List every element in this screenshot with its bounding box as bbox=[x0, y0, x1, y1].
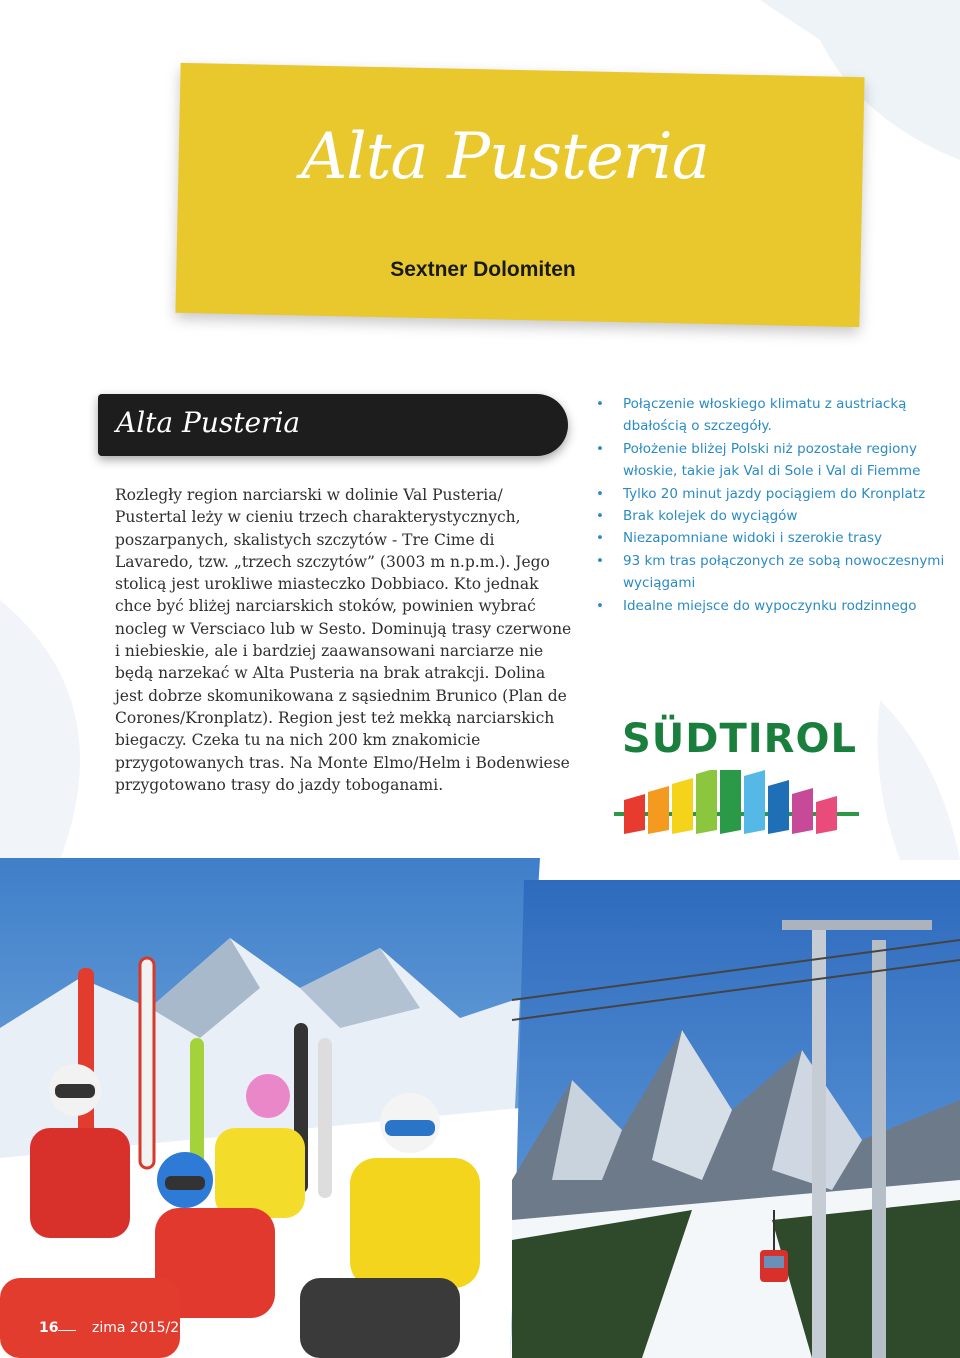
feature-item bbox=[596, 550, 946, 595]
feature-item bbox=[596, 483, 946, 505]
feature-item bbox=[596, 505, 946, 527]
bullet-icon: • bbox=[596, 440, 604, 457]
logo-stripe bbox=[816, 796, 837, 834]
logo-stripe bbox=[792, 788, 813, 834]
sudtirol-logo bbox=[614, 706, 859, 836]
bullet-icon: • bbox=[596, 552, 604, 569]
logo-stripes-icon bbox=[614, 770, 859, 836]
logo-stripe bbox=[744, 770, 765, 834]
feature-text: 93 km tras połączonych ze sobą nowoczesnymi wyciągami bbox=[623, 552, 945, 592]
page-number: 16 bbox=[39, 1320, 59, 1336]
logo-stripe bbox=[768, 780, 789, 834]
bullet-icon: • bbox=[596, 508, 604, 525]
page-title: Alta Pusteria bbox=[301, 120, 709, 194]
page-subtitle: Sextner Dolomiten bbox=[390, 258, 576, 281]
feature-item bbox=[596, 438, 946, 483]
photo-cable-car bbox=[512, 880, 960, 1358]
features-list bbox=[596, 393, 946, 617]
bullet-icon: • bbox=[596, 597, 604, 614]
feature-item bbox=[596, 595, 946, 617]
logo-wordmark: SÜDTIROL bbox=[622, 716, 857, 762]
feature-item bbox=[596, 527, 946, 549]
footer-season: zima 2015/2016 bbox=[92, 1320, 206, 1336]
feature-text: Idealne miejsce do wypoczynku rodzinnego bbox=[623, 597, 917, 614]
logo-stripe bbox=[672, 778, 693, 834]
section-title: Alta Pusteria bbox=[116, 406, 301, 439]
photo-family-skiing bbox=[0, 858, 540, 1358]
header-banner bbox=[175, 63, 864, 327]
feature-text: Niezapomniane widoki i szerokie trasy bbox=[623, 530, 882, 547]
feature-text: Brak kolejek do wyciągów bbox=[623, 508, 798, 525]
logo-stripe bbox=[624, 794, 645, 834]
section-body-text: Rozległy region narciarski w dolinie Val Pusteria/ Pustertal leży w cieniu trzech charakterystycznych, poszarpanych, skalistych szczytów - Tre Cime di Lavaredo, tzw. „trzech szczytów” (3003 m n.p.m.). Jego stolicą jest urokliwe miasteczko Dobbiaco. Kto jednak chce być bliżej narciarskich stoków, powinien wybrać nocleg w Versciaco lub w Sesto. Dominują trasy czerwone i niebieskie, ale i bardziej zaawansowani narciarze nie będą narzekać w Alta Pusteria na brak atrakcji. Dolina jest dobrze skomunikowana z sąsiednim Brunico (Plan de Corones/Kronplatz). Region jest też mekką narciarskich biegaczy. Czeka tu na nich 200 km znakomicie przygotowanych tras. Na Monte Elmo/Helm i Bodenwiese przygotowano trasy do jazdy toboganami. bbox=[115, 486, 572, 794]
section-title-bar bbox=[98, 394, 568, 456]
logo-stripe bbox=[720, 770, 741, 834]
page-footer bbox=[0, 1316, 260, 1346]
footer-divider bbox=[58, 1330, 76, 1331]
feature-text: Tylko 20 minut jazdy pociągiem do Kronplatz bbox=[623, 485, 926, 502]
feature-text: Położenie bliżej Polski niż pozostałe regiony włoskie, takie jak Val di Sole i Val di Fiemme bbox=[623, 440, 921, 480]
bullet-icon: • bbox=[596, 485, 604, 502]
bullet-icon: • bbox=[596, 396, 604, 412]
logo-stripe bbox=[696, 770, 717, 834]
feature-text: Połączenie włoskiego klimatu z austriacką dbałością o szczegóły. bbox=[623, 396, 907, 435]
feature-item bbox=[596, 393, 946, 438]
logo-stripe bbox=[648, 786, 669, 834]
bullet-icon: • bbox=[596, 530, 604, 547]
